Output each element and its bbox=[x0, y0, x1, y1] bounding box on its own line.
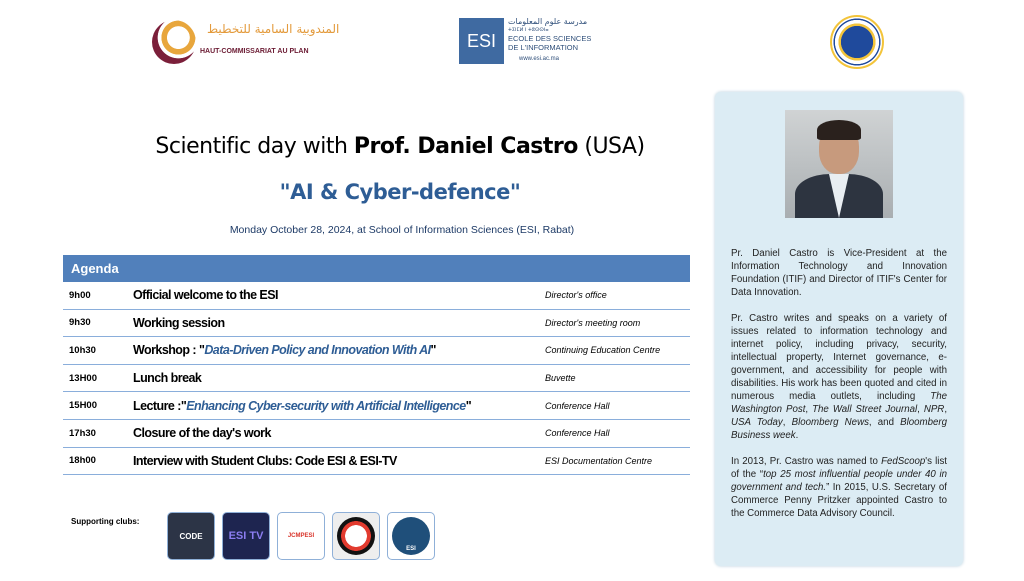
agenda-time: 10h30 bbox=[69, 344, 96, 356]
activity-text: Workshop : " bbox=[133, 343, 205, 358]
agenda-location: Conference Hall bbox=[545, 400, 610, 411]
activity-text: Working session bbox=[133, 315, 225, 330]
title-prefix: Scientific day with bbox=[155, 134, 354, 159]
agenda-location: ESI Documentation Centre bbox=[545, 455, 653, 466]
activity-text: Interview with Student Clubs: Code ESI & ESI-TV bbox=[133, 453, 397, 468]
bio-text-segment: The Washington Post bbox=[731, 391, 947, 415]
agenda-location: Director's meeting room bbox=[545, 317, 641, 328]
us-embassy-seal-icon bbox=[830, 15, 884, 69]
esi-name-line2: DE L'INFORMATION bbox=[508, 43, 579, 52]
activity-text-end: " bbox=[465, 398, 472, 413]
agenda-row bbox=[63, 337, 690, 365]
bio-text-segment: top 25 most influential people under 40 in government and tech. bbox=[731, 469, 947, 493]
agenda-activity bbox=[133, 371, 201, 385]
esi-arabic-name: مدرسة علوم المعلومات bbox=[508, 17, 588, 26]
bio-text-segment: NPR bbox=[923, 404, 945, 415]
bio-paragraph-1: Pr. Daniel Castro is Vice-President at the Information Technology and Innovation Foundation (ITIF) and Director of ITIF's Center for Data Innovation. bbox=[731, 248, 947, 298]
speaker-photo bbox=[785, 110, 893, 218]
activity-text: Lunch break bbox=[133, 371, 202, 386]
hcp-emblem-icon bbox=[152, 20, 196, 64]
club-name: CODE bbox=[179, 531, 203, 541]
bio-text-segment: . bbox=[795, 430, 799, 441]
agenda-activity bbox=[133, 288, 278, 302]
agenda-location: Director's office bbox=[545, 290, 607, 301]
esi-mark: ESI bbox=[459, 18, 504, 64]
subtitle: "AI & Cyber-defence" bbox=[279, 180, 521, 204]
esi-name-line1: ECOLE DES SCIENCES bbox=[508, 34, 592, 43]
title-suffix: (USA) bbox=[577, 134, 645, 159]
bio-text-segment: The Wall Street Journal bbox=[812, 404, 918, 415]
esi-tifinagh-name: ⵜⵉⵏⵎⵍ ⵏ ⵜⵓⵙⵙⵏⴰ bbox=[508, 27, 549, 33]
bio-text-segment: In 2013, Pr. Castro was named to bbox=[731, 456, 882, 467]
agenda-time: 9h00 bbox=[69, 289, 91, 301]
club-logo-round-icon bbox=[332, 512, 380, 560]
agenda-activity bbox=[133, 454, 397, 468]
club-logo-jcmpesi bbox=[277, 512, 325, 560]
club-name: ESI bbox=[406, 546, 416, 552]
bio-text-segment: Bloomberg Business week bbox=[731, 417, 947, 441]
speaker-bio bbox=[731, 247, 947, 533]
activity-text-end: " bbox=[430, 343, 436, 358]
agenda-time: 17h30 bbox=[69, 427, 96, 439]
club-logo-esi-tv bbox=[222, 512, 270, 560]
activity-title: Data-Driven Policy and Innovation With AI bbox=[204, 343, 431, 358]
bio-text-segment: 's list of the “ bbox=[731, 456, 947, 480]
club-logo-esi-sports bbox=[387, 512, 435, 560]
activity-text: Lecture :" bbox=[133, 398, 187, 413]
bio-paragraph-3 bbox=[731, 455, 947, 520]
club-name: ESI TV bbox=[228, 530, 264, 542]
agenda-table bbox=[63, 255, 690, 475]
agenda-location: Continuing Education Centre bbox=[545, 345, 661, 356]
bio-text-segment: ” In 2015, U.S. Secretary of Commerce Penny Pritzker appointed Castro to the Commerce Data Advisory Council. bbox=[731, 482, 947, 519]
agenda-row bbox=[63, 282, 690, 310]
event-date: Monday October 28, 2024, at School of Information Sciences (ESI, Rabat) bbox=[229, 224, 575, 236]
agenda-row bbox=[63, 365, 690, 393]
agenda-time: 15H00 bbox=[69, 400, 97, 412]
hcp-logo bbox=[152, 18, 352, 66]
agenda-activity bbox=[133, 343, 436, 357]
esi-url: www.esi.ac.ma bbox=[519, 56, 560, 62]
agenda-location: Buvette bbox=[545, 373, 576, 384]
page-title bbox=[0, 134, 800, 159]
speaker-bio-panel bbox=[715, 92, 963, 566]
speaker-name: Prof. Daniel Castro bbox=[353, 134, 578, 159]
bio-text-segment: FedScoop bbox=[881, 456, 926, 467]
bio-text-segment: , bbox=[782, 417, 792, 428]
bio-text-segment: , bbox=[917, 404, 924, 415]
bio-text-segment: Bloomberg News bbox=[791, 417, 869, 428]
agenda-time: 18h00 bbox=[69, 455, 96, 467]
esi-logo bbox=[459, 17, 592, 68]
agenda-activity bbox=[133, 399, 471, 413]
club-logo-code bbox=[167, 512, 215, 560]
supporting-clubs-label: Supporting clubs: bbox=[71, 517, 140, 526]
club-name: JCMPESI bbox=[287, 533, 315, 539]
agenda-time: 13H00 bbox=[69, 372, 97, 384]
agenda-row bbox=[63, 310, 690, 338]
agenda-time: 9h30 bbox=[69, 317, 91, 329]
agenda-row bbox=[63, 420, 690, 448]
agenda-heading: Agenda bbox=[63, 255, 690, 282]
hcp-french-name: HAUT-COMMISSARIAT AU PLAN bbox=[200, 48, 309, 55]
activity-text: Closure of the day's work bbox=[133, 426, 271, 441]
agenda-activity bbox=[133, 426, 271, 440]
agenda-row bbox=[63, 392, 690, 420]
agenda-row bbox=[63, 448, 690, 476]
agenda-location: Conference Hall bbox=[545, 428, 610, 439]
bio-text-segment: , bbox=[805, 404, 813, 415]
hcp-arabic-name: المندوبية السامية للتخطيط bbox=[207, 22, 340, 36]
bio-text-segment: , bbox=[944, 404, 948, 415]
activity-text: Official welcome to the ESI bbox=[133, 288, 278, 303]
bio-text-segment: , and bbox=[868, 417, 901, 428]
bio-paragraph-2 bbox=[731, 312, 947, 442]
bio-text-segment: USA Today bbox=[731, 417, 783, 428]
activity-title: Enhancing Cyber-security with Artificial Intelligence bbox=[186, 398, 466, 413]
bio-text-segment: Pr. Castro writes and speaks on a variety of issues related to information technology and internet policy, including privacy, security, intellectual property, Internet governance, e-government, and accessibility for people with disabilities. His work has been quoted and cited in numerous media outlets, including bbox=[731, 313, 947, 402]
agenda-activity bbox=[133, 316, 225, 330]
